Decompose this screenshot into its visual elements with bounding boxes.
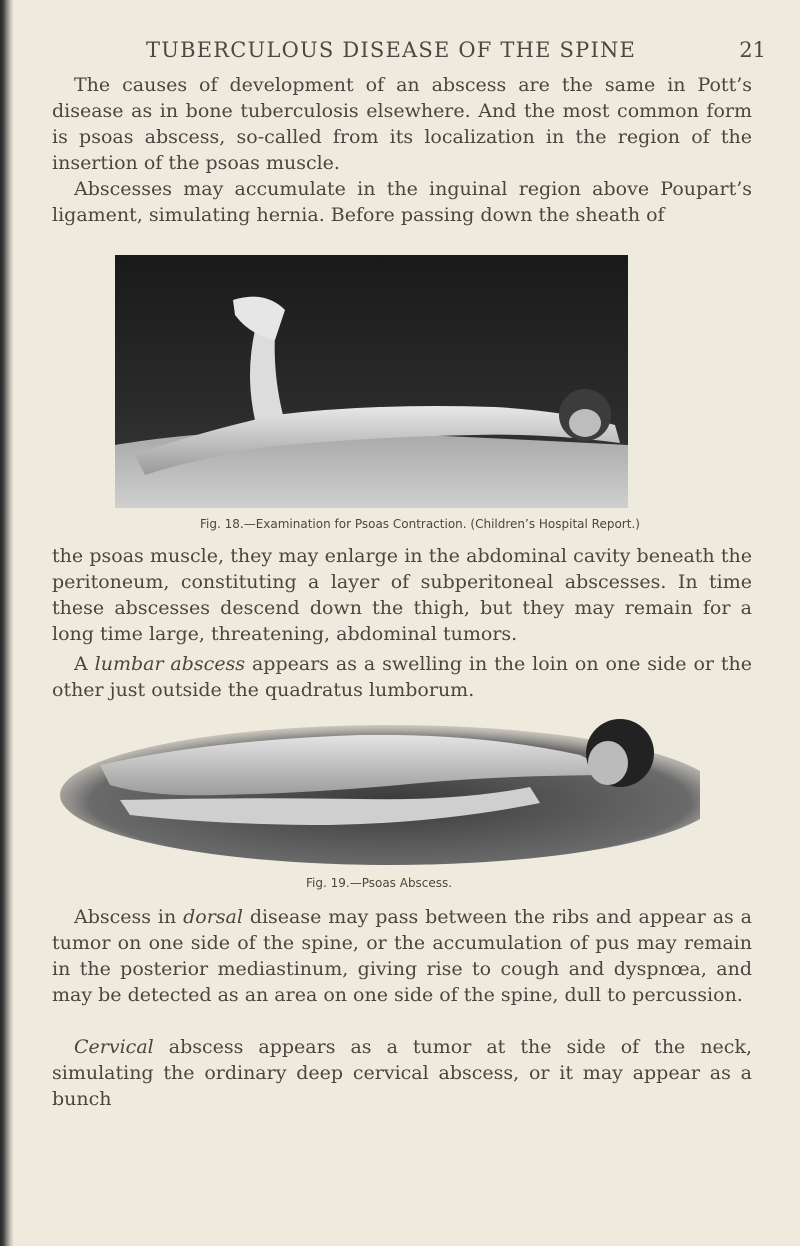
figure-19-caption: Fig. 19.—Psoas Abscess. bbox=[306, 876, 453, 890]
paragraph-dorsal bbox=[52, 904, 752, 1008]
paragraph-psoas-text: the psoas muscle, they may enlarge in the abdominal cavity beneath the peritoneum, constituting a layer of subperitoneal abscesses. In time these abscesses descend down the thigh, but they may remain for a long time large, threatening, abdominal tumors. bbox=[52, 545, 752, 645]
figure-19-image bbox=[60, 705, 700, 870]
figure-18-photograph bbox=[115, 255, 628, 508]
term-cervical: Cervical bbox=[74, 1036, 154, 1058]
page-number: 21 bbox=[739, 38, 766, 62]
paragraph-psoas bbox=[52, 543, 752, 647]
paragraph-inguinal-text: Abscesses may accumulate in the inguinal region above Poupart’s ligament, simulating hernia. Before passing down the sheath of bbox=[52, 178, 752, 226]
figure-19-photograph bbox=[60, 705, 700, 870]
running-head: TUBERCULOUS DISEASE OF THE SPINE bbox=[146, 38, 637, 62]
paragraph-lumbar-post: appears as a swelling in the loin on one side or the other just outside the quadratus lumborum. bbox=[52, 653, 752, 701]
paragraph-dorsal-post: disease may pass between the ribs and appear as a tumor on one side of the spine, or the accumulation of pus may remain in the posterior mediastinum, giving rise to cough and dyspnœa, and may be detected as an area on one side of the spine, dull to percussion. bbox=[52, 906, 752, 1006]
paragraph-causes bbox=[52, 72, 752, 176]
term-dorsal: dorsal bbox=[183, 906, 243, 928]
paragraph-causes-text: The causes of development of an abscess are the same in Pott’s disease as in bone tuberculosis elsewhere. And the most common form is psoas abscess, so-called from its localization in the region of the insertion of the psoas muscle. bbox=[52, 74, 752, 174]
paragraph-cervical-post: abscess appears as a tumor at the side of the neck, simulating the ordinary deep cervical abscess, or it may appear as a bunch bbox=[52, 1036, 752, 1110]
paragraph-lumbar-pre: A bbox=[74, 653, 95, 675]
paragraph-cervical bbox=[52, 1034, 752, 1112]
figure-18-caption: Fig. 18.—Examination for Psoas Contraction. (Children’s Hospital Report.) bbox=[200, 517, 640, 531]
paragraph-lumbar bbox=[52, 651, 752, 703]
book-binding-edge bbox=[0, 0, 14, 1246]
figure-18-image bbox=[115, 255, 628, 508]
paragraph-dorsal-pre: Abscess in bbox=[74, 906, 184, 928]
term-lumbar-abscess: lumbar abscess bbox=[94, 653, 246, 675]
paragraph-inguinal bbox=[52, 176, 752, 228]
